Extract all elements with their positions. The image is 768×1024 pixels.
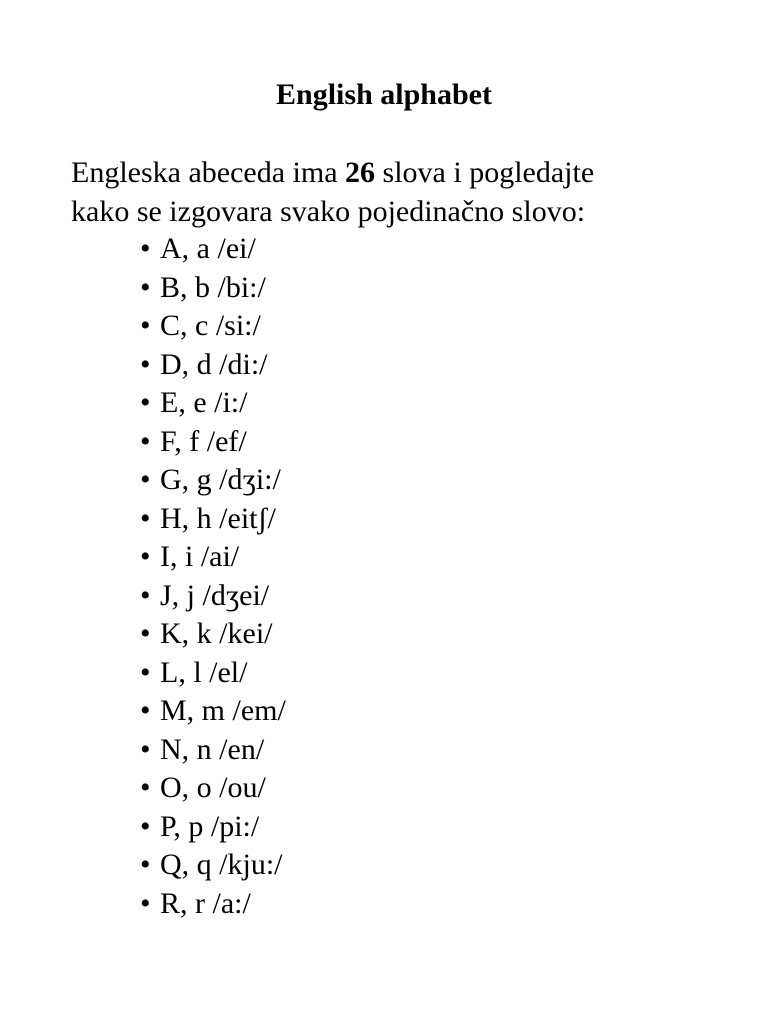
letter-pronunciation: G, g /dʒi:/	[160, 463, 281, 496]
bullet-icon: •	[140, 848, 151, 881]
bullet-icon: •	[140, 732, 151, 766]
list-item	[140, 769, 286, 808]
bullet-icon: •	[140, 347, 151, 381]
letter-pronunciation: B, b /bi:/	[160, 270, 266, 304]
letter-pronunciation: K, k /kei/	[160, 617, 273, 650]
letter-pronunciation: C, c /si:/	[160, 309, 261, 342]
letter-list	[140, 230, 286, 923]
list-item	[140, 731, 286, 770]
bullet-icon: •	[140, 309, 151, 342]
letter-pronunciation: Q, q /kju:/	[160, 848, 283, 881]
intro-text-start: Engleska abeceda ima	[71, 156, 346, 189]
intro-text-line2: kako se izgovara svako pojedinačno slovo:	[71, 195, 586, 228]
bullet-icon: •	[140, 270, 151, 304]
letter-pronunciation: J, j /dʒei/	[160, 578, 270, 612]
bullet-icon: •	[140, 617, 151, 650]
letter-pronunciation: L, l /el/	[160, 655, 248, 689]
letter-pronunciation: I, i /ai/	[160, 540, 240, 573]
list-item	[140, 885, 286, 924]
list-item	[140, 846, 286, 885]
list-item	[140, 615, 286, 654]
list-item	[140, 307, 286, 346]
list-item	[140, 577, 286, 616]
bullet-icon: •	[140, 386, 151, 419]
list-item	[140, 808, 286, 847]
letter-pronunciation: A, a /ei/	[160, 232, 256, 265]
bullet-icon: •	[140, 424, 151, 458]
list-item	[140, 461, 286, 500]
letter-pronunciation: O, o /ou/	[160, 771, 266, 804]
list-item	[140, 654, 286, 693]
list-item	[140, 500, 286, 539]
bullet-icon: •	[140, 655, 151, 689]
bullet-icon: •	[140, 809, 151, 843]
bullet-icon: •	[140, 463, 151, 496]
letter-pronunciation: D, d /di:/	[160, 347, 268, 381]
intro-text-end: slova i pogledajte	[375, 156, 595, 189]
list-item	[140, 346, 286, 385]
list-item	[140, 692, 286, 731]
bullet-icon: •	[140, 694, 151, 727]
letter-pronunciation: E, e /i:/	[160, 386, 248, 419]
list-item	[140, 269, 286, 308]
bullet-icon: •	[140, 771, 151, 804]
list-item	[140, 423, 286, 462]
letter-count: 26	[345, 156, 376, 189]
bullet-icon: •	[140, 578, 151, 612]
bullet-icon: •	[140, 540, 151, 573]
intro-paragraph	[71, 153, 731, 231]
list-item	[140, 538, 286, 577]
letter-pronunciation: H, h /eitʃ/	[160, 501, 276, 535]
bullet-icon: •	[140, 232, 151, 265]
page-title: English alphabet	[276, 78, 492, 111]
bullet-icon: •	[140, 501, 151, 535]
list-item	[140, 384, 286, 423]
bullet-icon: •	[140, 886, 151, 920]
letter-pronunciation: M, m /em/	[160, 694, 286, 727]
letter-pronunciation: F, f /ef/	[160, 424, 247, 458]
letter-pronunciation: P, p /pi:/	[160, 809, 260, 843]
list-item	[140, 230, 286, 269]
letter-pronunciation: N, n /en/	[160, 732, 265, 766]
letter-pronunciation: R, r /a:/	[160, 886, 251, 920]
